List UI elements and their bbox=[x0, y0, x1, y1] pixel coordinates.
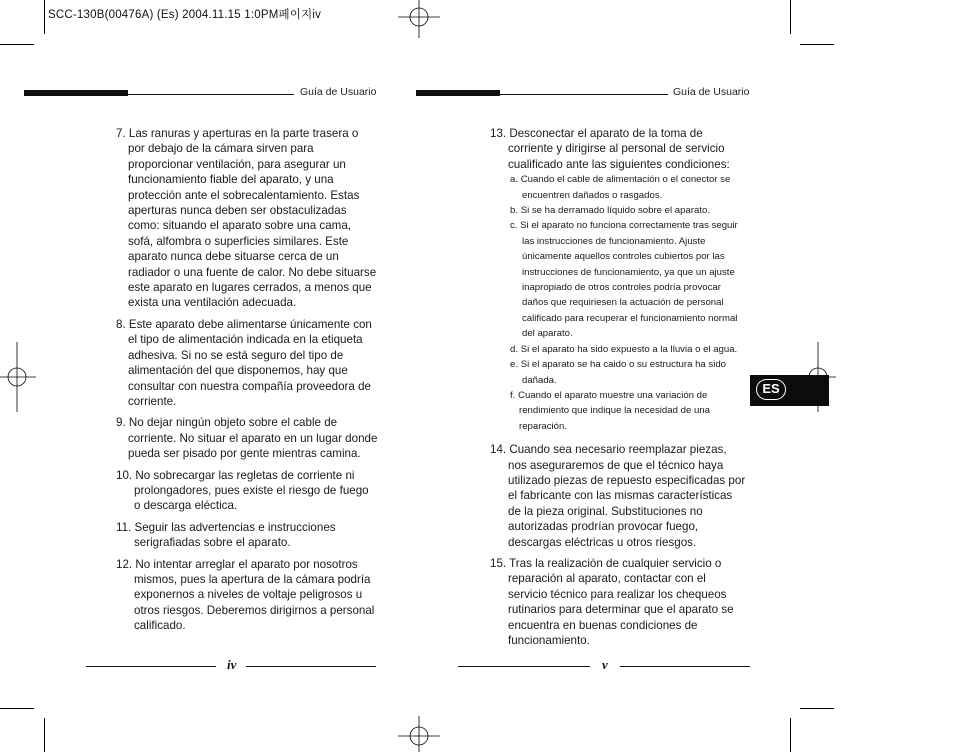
sub-item-letter: a. bbox=[510, 174, 519, 186]
sub-item-letter: e. bbox=[510, 359, 519, 371]
list-item bbox=[116, 126, 378, 311]
sub-item-text: Si el aparato se ha caido o su estructura ha sido dañada. bbox=[520, 359, 727, 386]
header-bar-left bbox=[24, 90, 128, 96]
item-number: 15. bbox=[490, 556, 507, 570]
sub-item bbox=[490, 172, 748, 203]
crop-mark bbox=[800, 708, 834, 709]
item-number: 14. bbox=[490, 443, 507, 457]
sub-item bbox=[490, 357, 748, 388]
sub-item-text: Si se ha derramado líquido sobre el aparato. bbox=[520, 205, 711, 217]
item-text: No dejar ningún objeto sobre el cable de corriente. No situar el aparato en un lugar donde pueda ser pisado por gente mientras camina. bbox=[128, 416, 378, 461]
list-item bbox=[116, 317, 378, 409]
crop-mark bbox=[790, 0, 791, 34]
item-number: 8. bbox=[116, 317, 126, 331]
item-number: 12. bbox=[116, 557, 133, 571]
item-text: Las ranuras y aperturas en la parte trasera o por debajo de la cámara sirven para proporcionar ventilación, para asegurar un funcionamiento fiable del aparato, y una protección ante el sobrecalentamiento. Estas aperturas nunca deben ser obstaculizadas como: situando el aparato sobre una cama, sofá, alfombra o superficies similares. Este aparato nunca debe situarse cerca de un radiador o una fuente de calor. No debe situarse este aparato en lugares cerrados, a menos que exista una ventilación adecuada. bbox=[128, 127, 377, 310]
item-text: Tras la realización de cualquier servicio o reparación al aparato, contactar con el servicio técnico para realizar los chequeos rutinarios para determinar que el aparato se encuentra en buenas condiciones de funcionamiento. bbox=[508, 556, 734, 647]
footer-rule-right-a bbox=[458, 666, 590, 667]
header-title-left: Guía de Usuario bbox=[300, 86, 377, 98]
list-item bbox=[116, 415, 378, 461]
registration-mark-icon bbox=[398, 0, 440, 38]
sub-item-text: Cuando el cable de alimentación o el conector se encuentren dañados o rasgados. bbox=[520, 174, 731, 201]
list-item bbox=[490, 442, 748, 550]
sub-item-text: Cuando el aparato muestre una variación de rendimiento que indique la necesidad de una reparación. bbox=[518, 389, 710, 432]
crop-mark bbox=[800, 44, 834, 45]
header-title-right: Guía de Usuario bbox=[673, 86, 750, 98]
registration-mark-icon bbox=[398, 716, 440, 752]
sub-item-text: Si el aparato ha sido expuesto a la lluvia o el agua. bbox=[520, 343, 738, 355]
item-text: Desconectar el aparato de la toma de corriente y dirigirse al personal de servicio cualificado ante las siguientes condiciones: bbox=[508, 127, 730, 171]
sub-item bbox=[490, 388, 748, 434]
crop-mark bbox=[0, 708, 34, 709]
header-rule-left bbox=[128, 94, 294, 95]
crop-mark bbox=[44, 0, 45, 34]
list-item bbox=[116, 468, 378, 514]
list-item bbox=[490, 556, 748, 648]
sub-item-letter: b. bbox=[510, 205, 519, 217]
page-number-left: iv bbox=[227, 657, 237, 672]
footer-rule-right-b bbox=[620, 666, 750, 667]
sub-item bbox=[490, 218, 748, 341]
sub-item bbox=[490, 203, 748, 218]
language-tab bbox=[750, 375, 829, 406]
item-number: 7. bbox=[116, 127, 126, 140]
crop-mark bbox=[44, 718, 45, 752]
footer-rule-left-a bbox=[86, 666, 216, 667]
list-item bbox=[116, 520, 378, 551]
sub-list bbox=[490, 172, 748, 434]
sub-item-letter: c. bbox=[510, 220, 518, 232]
right-page-body bbox=[490, 126, 748, 654]
sub-item bbox=[490, 342, 748, 357]
item-text: Este aparato debe alimentarse únicamente con el tipo de alimentación indicada en la etiqueta adhesiva. Si no se está seguro del tipo de alimentación del que disponemos, hay que consultar con nuestra compañía proveedora de corriente. bbox=[128, 317, 372, 408]
list-item bbox=[116, 557, 378, 634]
language-tab-label: ES bbox=[756, 379, 786, 400]
crop-mark bbox=[790, 718, 791, 752]
item-text: Seguir las advertencias e instrucciones serigrafiadas sobre el aparato. bbox=[134, 520, 336, 550]
sub-item-letter: f. bbox=[510, 389, 516, 401]
list-item bbox=[490, 126, 748, 172]
print-info-slug: SCC-130B(00476A) (Es) 2004.11.15 1:0PM페이지iv bbox=[48, 9, 322, 21]
sub-item-letter: d. bbox=[510, 343, 519, 355]
footer-rule-left-b bbox=[246, 666, 376, 667]
crop-mark bbox=[0, 44, 34, 45]
left-page-body bbox=[116, 126, 378, 640]
item-number: 9. bbox=[116, 416, 126, 430]
sub-item-text: Si el aparato no funciona correctamente tras seguir las instrucciones de funcionamiento. Ajuste únicamente aquellos controles cubiertos por las instrucciones de funcionamiento, ya que un ajuste inapropiado de otros controles podría provocar daños que requiriesen la actuación de personal calificado para recuperar el funcionamiento normal del aparato. bbox=[520, 220, 738, 340]
item-text: No sobrecargar las regletas de corriente ni prolongadores, pues existe el riesgo de fuego o descarga eléctica. bbox=[134, 468, 369, 513]
item-number: 11. bbox=[116, 520, 132, 534]
item-text: No intentar arreglar el aparato por nosotros mismos, pues la apertura de la cámara podría exponernos a niveles de voltaje peligrosos u otros riesgos. Deberemos dirigirnos a personal calificado. bbox=[134, 557, 375, 633]
page-number-right: v bbox=[602, 657, 608, 672]
header-bar-right bbox=[416, 90, 500, 96]
item-number: 10. bbox=[116, 468, 133, 482]
header-rule-right bbox=[500, 94, 668, 95]
registration-mark-icon bbox=[0, 342, 36, 412]
item-text: Cuando sea necesario reemplazar piezas, nos aseguraremos de que el técnico haya utilizado piezas de repuesto especificadas por el fabricante con las mismas características de la pieza original. Substituciones no autorizadas prodrían provocar fuego, descargas eléctricas u otros riesgos. bbox=[508, 443, 746, 549]
item-number: 13. bbox=[490, 127, 507, 140]
